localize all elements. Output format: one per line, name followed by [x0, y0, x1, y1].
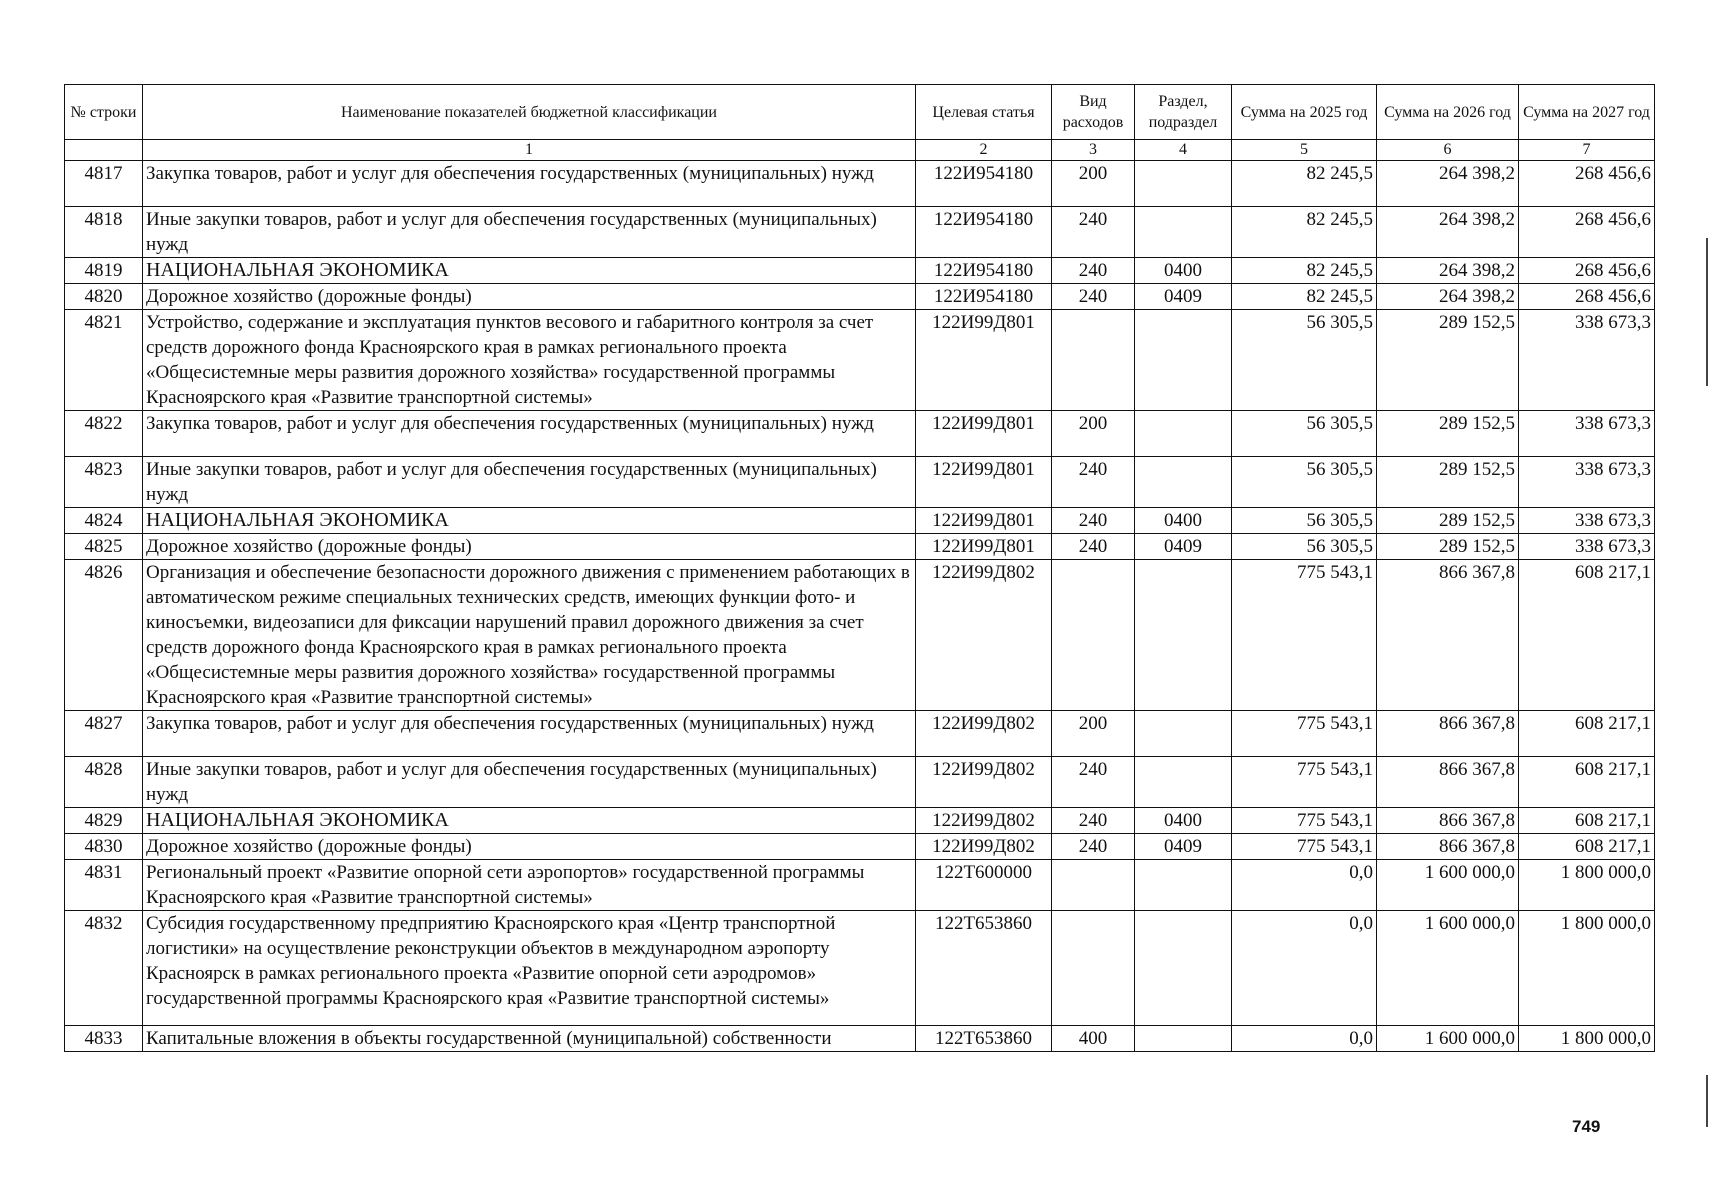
row-number: 4826: [65, 560, 143, 711]
row-section: 0400: [1135, 508, 1232, 534]
column-index-row: [65, 140, 1655, 161]
table-row: [65, 411, 1655, 457]
row-amount-2025: 56 305,5: [1232, 508, 1377, 534]
row-target-code: 122И99Д801: [916, 411, 1052, 457]
row-amount-2025: 82 245,5: [1232, 284, 1377, 310]
row-amount-2026: 1 600 000,0: [1377, 911, 1519, 1026]
row-amount-2027: 268 456,6: [1519, 207, 1655, 258]
row-number: 4818: [65, 207, 143, 258]
row-section: [1135, 1026, 1232, 1052]
table-row: [65, 808, 1655, 834]
row-amount-2025: 56 305,5: [1232, 411, 1377, 457]
row-name: Субсидия государственному предприятию Красноярского края «Центр транспортной логистики» на осуществление реконструкции объектов в международном аэропорту Красноярск в рамках регионального проекта «Развитие опорной сети аэродромов» государственной программы Красноярского края «Развитие транспортной системы»: [143, 911, 916, 1026]
row-target-code: 122И99Д802: [916, 757, 1052, 808]
row-number: 4819: [65, 258, 143, 284]
row-section: [1135, 310, 1232, 411]
row-section: 0400: [1135, 258, 1232, 284]
row-target-code: 122И99Д801: [916, 457, 1052, 508]
row-amount-2025: 775 543,1: [1232, 834, 1377, 860]
table-row: [65, 711, 1655, 757]
row-expense-type: 240: [1052, 534, 1135, 560]
row-section: [1135, 207, 1232, 258]
row-amount-2026: 264 398,2: [1377, 284, 1519, 310]
row-amount-2026: 866 367,8: [1377, 808, 1519, 834]
row-number: 4822: [65, 411, 143, 457]
row-section: [1135, 457, 1232, 508]
table-row: [65, 457, 1655, 508]
row-number: 4827: [65, 711, 143, 757]
row-amount-2026: 866 367,8: [1377, 757, 1519, 808]
row-amount-2025: 775 543,1: [1232, 757, 1377, 808]
table-row: [65, 757, 1655, 808]
row-amount-2026: 289 152,5: [1377, 534, 1519, 560]
row-section: [1135, 560, 1232, 711]
row-amount-2026: 289 152,5: [1377, 508, 1519, 534]
row-amount-2026: 866 367,8: [1377, 834, 1519, 860]
row-amount-2026: 289 152,5: [1377, 457, 1519, 508]
row-target-code: 122И99Д801: [916, 310, 1052, 411]
row-expense-type: 240: [1052, 508, 1135, 534]
row-number: 4825: [65, 534, 143, 560]
row-number: 4824: [65, 508, 143, 534]
column-index: 1: [143, 140, 916, 161]
header-razd: Раздел, подраздел: [1135, 85, 1232, 140]
row-number: 4823: [65, 457, 143, 508]
row-amount-2026: 264 398,2: [1377, 207, 1519, 258]
row-target-code: 122Т653860: [916, 1026, 1052, 1052]
row-name: Закупка товаров, работ и услуг для обеспечения государственных (муниципальных) нужд: [143, 711, 916, 757]
row-target-code: 122И99Д802: [916, 711, 1052, 757]
row-target-code: 122И99Д801: [916, 508, 1052, 534]
row-section: [1135, 911, 1232, 1026]
row-expense-type: 240: [1052, 834, 1135, 860]
row-name: Устройство, содержание и эксплуатация пунктов весового и габаритного контроля за счет средств дорожного фонда Красноярского края в рамках регионального проекта «Общесистемные меры развития дорожного хозяйства» государственной программы Красноярского края «Развитие транспортной системы»: [143, 310, 916, 411]
row-amount-2027: 608 217,1: [1519, 757, 1655, 808]
row-section: 0409: [1135, 834, 1232, 860]
row-number: 4828: [65, 757, 143, 808]
header-2025: Сумма на 2025 год: [1232, 85, 1377, 140]
row-name: НАЦИОНАЛЬНАЯ ЭКОНОМИКА: [143, 508, 916, 534]
row-section: [1135, 411, 1232, 457]
row-expense-type: [1052, 911, 1135, 1026]
column-index: [65, 140, 143, 161]
row-expense-type: 240: [1052, 808, 1135, 834]
row-number: 4831: [65, 860, 143, 911]
row-target-code: 122Т653860: [916, 911, 1052, 1026]
row-name: Закупка товаров, работ и услуг для обеспечения государственных (муниципальных) нужд: [143, 411, 916, 457]
header-row: [65, 85, 1655, 140]
row-amount-2027: 268 456,6: [1519, 161, 1655, 207]
row-section: [1135, 757, 1232, 808]
row-expense-type: 240: [1052, 207, 1135, 258]
scan-edge-mark: [1706, 238, 1708, 386]
row-expense-type: 240: [1052, 757, 1135, 808]
header-code: Целевая статья: [916, 85, 1052, 140]
table-row: [65, 258, 1655, 284]
row-name: Дорожное хозяйство (дорожные фонды): [143, 284, 916, 310]
row-amount-2025: 56 305,5: [1232, 457, 1377, 508]
row-amount-2027: 338 673,3: [1519, 508, 1655, 534]
column-index: 5: [1232, 140, 1377, 161]
row-amount-2025: 56 305,5: [1232, 534, 1377, 560]
row-amount-2025: 82 245,5: [1232, 161, 1377, 207]
row-amount-2027: 268 456,6: [1519, 284, 1655, 310]
row-name: Дорожное хозяйство (дорожные фонды): [143, 534, 916, 560]
row-name: Организация и обеспечение безопасности дорожного движения с применением работающих в автоматическом режиме специальных технических средств, имеющих функции фото- и киносъемки, видеозаписи для фиксации нарушений правил дорожного движения за счет средств дорожного фонда Красноярского края в рамках регионального проекта «Общесистемные меры развития дорожного хозяйства» государственной программы Красноярского края «Развитие транспортной системы»: [143, 560, 916, 711]
row-amount-2025: 775 543,1: [1232, 560, 1377, 711]
row-name: Иные закупки товаров, работ и услуг для обеспечения государственных (муниципальных) нужд: [143, 207, 916, 258]
table-row: [65, 310, 1655, 411]
row-amount-2026: 264 398,2: [1377, 161, 1519, 207]
row-section: [1135, 161, 1232, 207]
row-name: Иные закупки товаров, работ и услуг для обеспечения государственных (муниципальных) нужд: [143, 757, 916, 808]
row-expense-type: 400: [1052, 1026, 1135, 1052]
row-amount-2027: 608 217,1: [1519, 711, 1655, 757]
row-name: Дорожное хозяйство (дорожные фонды): [143, 834, 916, 860]
row-amount-2026: 1 600 000,0: [1377, 860, 1519, 911]
row-target-code: 122И99Д802: [916, 808, 1052, 834]
row-amount-2025: 0,0: [1232, 1026, 1377, 1052]
row-expense-type: 200: [1052, 711, 1135, 757]
table-row: [65, 284, 1655, 310]
row-amount-2027: 338 673,3: [1519, 534, 1655, 560]
row-section: 0409: [1135, 534, 1232, 560]
row-name: НАЦИОНАЛЬНАЯ ЭКОНОМИКА: [143, 258, 916, 284]
row-amount-2027: 338 673,3: [1519, 411, 1655, 457]
row-name: Региональный проект «Развитие опорной сети аэропортов» государственной программы Красноярского края «Развитие транспортной системы»: [143, 860, 916, 911]
row-expense-type: [1052, 560, 1135, 711]
row-amount-2026: 289 152,5: [1377, 310, 1519, 411]
row-number: 4817: [65, 161, 143, 207]
row-amount-2026: 866 367,8: [1377, 711, 1519, 757]
row-expense-type: 240: [1052, 258, 1135, 284]
row-amount-2025: 56 305,5: [1232, 310, 1377, 411]
row-target-code: 122И954180: [916, 258, 1052, 284]
table-row: [65, 207, 1655, 258]
row-amount-2025: 775 543,1: [1232, 808, 1377, 834]
row-target-code: 122И99Д802: [916, 560, 1052, 711]
row-number: 4829: [65, 808, 143, 834]
table-row: [65, 161, 1655, 207]
column-index: 3: [1052, 140, 1135, 161]
row-amount-2025: 0,0: [1232, 911, 1377, 1026]
table-row: [65, 508, 1655, 534]
row-expense-type: [1052, 860, 1135, 911]
row-amount-2027: 1 800 000,0: [1519, 911, 1655, 1026]
column-index: 6: [1377, 140, 1519, 161]
header-2026: Сумма на 2026 год: [1377, 85, 1519, 140]
row-target-code: 122И99Д802: [916, 834, 1052, 860]
row-section: [1135, 711, 1232, 757]
budget-table: [64, 84, 1655, 1052]
column-index: 4: [1135, 140, 1232, 161]
row-amount-2027: 1 800 000,0: [1519, 1026, 1655, 1052]
row-amount-2027: 608 217,1: [1519, 808, 1655, 834]
row-amount-2027: 1 800 000,0: [1519, 860, 1655, 911]
row-expense-type: 200: [1052, 161, 1135, 207]
row-number: 4833: [65, 1026, 143, 1052]
row-amount-2026: 1 600 000,0: [1377, 1026, 1519, 1052]
row-name: Иные закупки товаров, работ и услуг для обеспечения государственных (муниципальных) нужд: [143, 457, 916, 508]
table-row: [65, 834, 1655, 860]
row-target-code: 122И954180: [916, 161, 1052, 207]
row-amount-2025: 775 543,1: [1232, 711, 1377, 757]
row-number: 4832: [65, 911, 143, 1026]
scan-edge-mark: [1706, 1075, 1708, 1127]
table-row: [65, 911, 1655, 1026]
row-amount-2027: 608 217,1: [1519, 560, 1655, 711]
row-expense-type: 200: [1052, 411, 1135, 457]
table-row: [65, 860, 1655, 911]
row-section: 0400: [1135, 808, 1232, 834]
table-row: [65, 534, 1655, 560]
row-name: Закупка товаров, работ и услуг для обеспечения государственных (муниципальных) нужд: [143, 161, 916, 207]
row-expense-type: [1052, 310, 1135, 411]
row-amount-2026: 289 152,5: [1377, 411, 1519, 457]
row-amount-2027: 338 673,3: [1519, 310, 1655, 411]
row-amount-2025: 82 245,5: [1232, 258, 1377, 284]
row-expense-type: 240: [1052, 284, 1135, 310]
table-body: [65, 161, 1655, 1052]
row-amount-2025: 0,0: [1232, 860, 1377, 911]
row-name: Капитальные вложения в объекты государственной (муниципальной) собственности: [143, 1026, 916, 1052]
header-2027: Сумма на 2027 год: [1519, 85, 1655, 140]
row-name: НАЦИОНАЛЬНАЯ ЭКОНОМИКА: [143, 808, 916, 834]
row-amount-2025: 82 245,5: [1232, 207, 1377, 258]
row-target-code: 122И99Д801: [916, 534, 1052, 560]
table-row: [65, 560, 1655, 711]
row-amount-2027: 608 217,1: [1519, 834, 1655, 860]
page-number: 749: [1572, 1117, 1601, 1136]
row-amount-2026: 264 398,2: [1377, 258, 1519, 284]
row-target-code: 122Т600000: [916, 860, 1052, 911]
row-target-code: 122И954180: [916, 284, 1052, 310]
column-index: 7: [1519, 140, 1655, 161]
row-amount-2027: 268 456,6: [1519, 258, 1655, 284]
column-index: 2: [916, 140, 1052, 161]
row-number: 4820: [65, 284, 143, 310]
row-expense-type: 240: [1052, 457, 1135, 508]
header-name: Наименование показателей бюджетной классификации: [143, 85, 916, 140]
row-number: 4830: [65, 834, 143, 860]
row-target-code: 122И954180: [916, 207, 1052, 258]
row-number: 4821: [65, 310, 143, 411]
table-row: [65, 1026, 1655, 1052]
header-no: № строки: [65, 85, 143, 140]
row-amount-2027: 338 673,3: [1519, 457, 1655, 508]
row-section: 0409: [1135, 284, 1232, 310]
header-vid: Вид расходов: [1052, 85, 1135, 140]
row-section: [1135, 860, 1232, 911]
row-amount-2026: 866 367,8: [1377, 560, 1519, 711]
